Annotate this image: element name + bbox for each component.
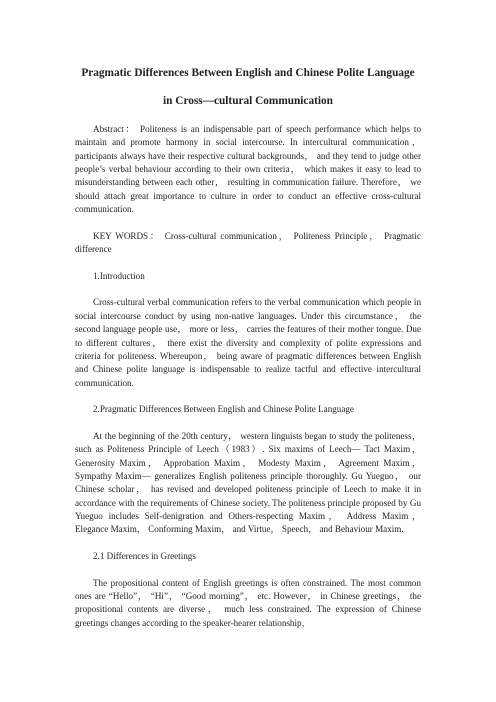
section-heading-pragmatic-differences: 2.Pragmatic Differences Between English and Chinese Polite Language	[93, 404, 354, 415]
document-title-line-2: in Cross—cultural Communication	[163, 95, 333, 107]
section-heading-introduction: 1.Introduction	[93, 270, 145, 281]
keywords-paragraph: KEY WORDS： Cross-cultural communication， Politeness Principle， Pragmatic difference	[75, 230, 421, 255]
pragmatic-differences-paragraph: At the beginning of the 20th century， western linguists began to study the politeness， such as Politeness Principle of Leech（1983）. Six maxims of Leech— Tact Maxim， Generosity Maxim， Approbation Maxim， Modesty Maxim， Agreement Maxim， Sympathy Maxim— generalizes English politeness principle thoroughly. Gu Yueguo， our Chinese scholar， has revised and developed politeness principle of Leech to make it in accordance with the requirements of Chinese society. The politeness principle proposed by Gu Yueguo includes Self-denigration and Others-respecting Maxim， Address Maxim， Elegance Maxim， Conforming Maxim， and Virtue， Speech， and Behaviour Maxim.	[75, 430, 421, 535]
document-title-line-1: Pragmatic Differences Between English and Chinese Polite Language	[81, 67, 415, 79]
introduction-paragraph: Cross-cultural verbal communication refers to the verbal communication which people in social intercourse conduct by using non-native languages. Under this circumstance， the second language people use， more or less， carries the features of their mother tongue. Due to different cultures， there exist the diversity and complexity of polite expressions and criteria for politeness. Whereupon， being aware of pragmatic differences between English and Chinese polite language is indispensable to realize tactful and effective intercultural communication.	[75, 297, 421, 388]
document-body	[75, 123, 421, 643]
abstract-paragraph: Abstract： Politeness is an indispensable part of speech performance which helps to maintain and promote harmony in social intercourse. In intercultural communication， participants always have their respective cultural backgrounds， and they tend to judge other people’s verbal behaviour according to their own criteria， which makes it easy to lead to misunderstanding between each other， resulting in communication failure. Therefore， we should attach great importance to culture in order to conduct an effective cross-cultural communication.	[75, 124, 421, 215]
section-heading-greetings: 2.1 Differences in Greetings	[93, 551, 196, 561]
greetings-paragraph: The propositional content of English greetings is often constrained. The most common ones are “Hello”， “Hi”， “Good morning”， etc. However， in Chinese greetings， the propositional contents are diverse， much less constrained. The expression of Chinese greetings changes according to the speaker-hearer relationship，	[75, 577, 421, 628]
